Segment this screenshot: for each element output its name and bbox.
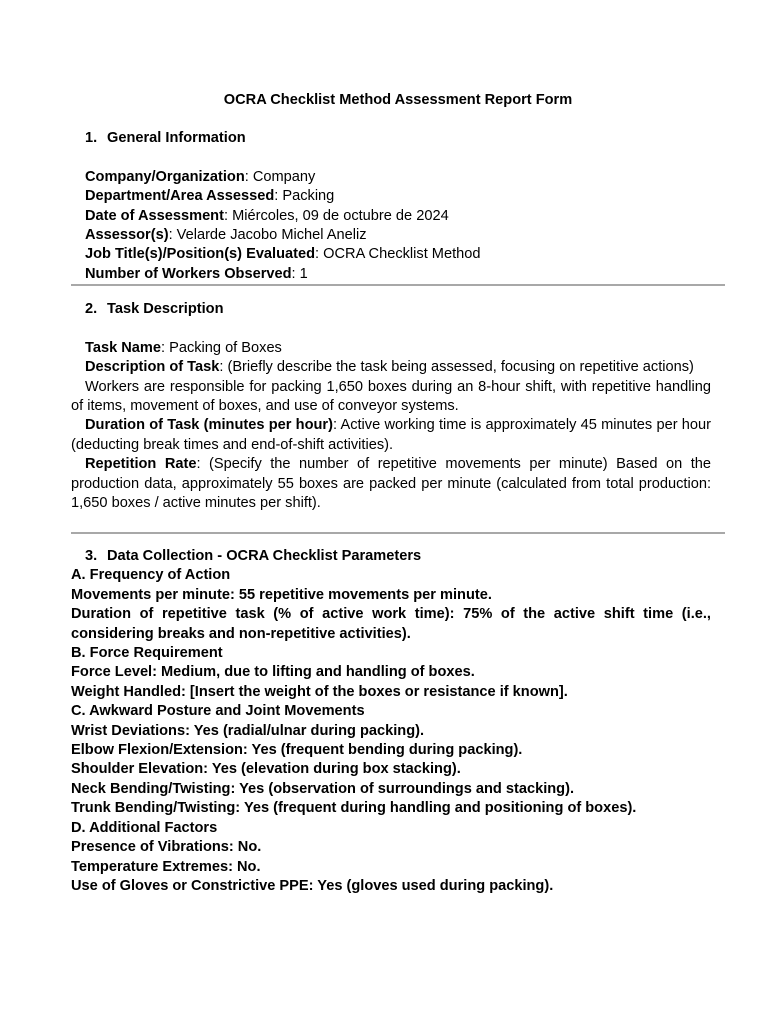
- section-number: 1.: [85, 130, 98, 146]
- parameter-line: Movements per minute: 55 repetitive movements per minute.: [71, 586, 492, 603]
- field-workers: [85, 265, 725, 284]
- field-date: [85, 207, 725, 226]
- field-label: Number of Workers Observed: [85, 265, 292, 282]
- field-label: Task Name: [85, 339, 161, 356]
- parameter-line: Elbow Flexion/Extension: Yes (frequent bending during packing).: [71, 742, 523, 759]
- section-data-collection: [71, 547, 711, 896]
- section-heading: [85, 129, 725, 148]
- field-value: : 1: [291, 265, 308, 282]
- section-task-description: [71, 300, 711, 513]
- document-title: OCRA Checklist Method Assessment Report Form: [223, 92, 573, 108]
- parameter-line: Use of Gloves or Constrictive PPE: Yes (gloves used during packing).: [71, 877, 554, 894]
- field-label: Repetition Rate: [85, 456, 197, 473]
- parameter-line: Trunk Bending/Twisting: Yes (frequent during handling and positioning of boxes).: [71, 800, 637, 817]
- task-duration: [71, 416, 711, 455]
- section-general-information: [85, 129, 725, 284]
- field-label: Date of Assessment: [85, 207, 224, 224]
- parameter-line: Shoulder Elevation: Yes (elevation during box stacking).: [71, 761, 461, 778]
- section-title: General Information: [107, 130, 246, 146]
- parameter-subheading: A. Frequency of Action: [71, 567, 231, 584]
- field-label: Company/Organization: [85, 168, 245, 185]
- parameter-line: Temperature Extremes: No.: [71, 858, 261, 875]
- parameter-line: Duration of repetitive task (% of active work time): 75% of the active shift time (i.e., considering breaks and non-repetitive activities).: [71, 606, 711, 642]
- field-value: : Active working time is approximately 45 minutes per hour (deducting break times and end-of-shift activities).: [71, 417, 712, 453]
- parameter-line: Wrist Deviations: Yes (radial/ulnar during packing).: [71, 722, 425, 739]
- parameter-line: Presence of Vibrations: No.: [71, 839, 262, 856]
- field-value: : (Specify the number of repetitive movements per minute) Based on the production data, approximately 55 boxes are packed per minute (calculated from total production: 1,650 boxes / active minutes per shift).: [71, 456, 711, 512]
- field-value: : Packing: [274, 188, 335, 205]
- section-divider: [71, 284, 725, 286]
- field-value: : Miércoles, 09 de octubre de 2024: [223, 207, 449, 224]
- task-description: [71, 358, 711, 377]
- task-name: [71, 339, 711, 358]
- field-label: Job Title(s)/Position(s) Evaluated: [85, 246, 316, 263]
- section-number: 2.: [85, 301, 98, 317]
- field-label: Assessor(s): [85, 227, 169, 244]
- parameter-subheading: B. Force Requirement: [71, 645, 223, 662]
- section-heading: [71, 547, 711, 566]
- parameter-list: [71, 566, 711, 896]
- section-heading: [71, 300, 711, 319]
- parameter-subheading: D. Additional Factors: [71, 819, 218, 836]
- parameter-line: Neck Bending/Twisting: Yes (observation of surroundings and stacking).: [71, 780, 575, 797]
- parameter-line: Force Level: Medium, due to lifting and handling of boxes.: [71, 664, 475, 681]
- section-divider: [71, 532, 725, 534]
- field-job-title: [85, 245, 725, 264]
- field-value: : OCRA Checklist Method: [315, 246, 481, 263]
- section-title: Data Collection - OCRA Checklist Parameters: [107, 548, 422, 564]
- field-value: : Company: [244, 168, 316, 185]
- field-label: Department/Area Assessed: [85, 188, 275, 205]
- field-value: : Packing of Boxes: [160, 339, 282, 356]
- field-value: : (Briefly describe the task being assessed, focusing on repetitive actions): [219, 359, 694, 376]
- section-number: 3.: [85, 548, 98, 564]
- task-description-text: Workers are responsible for packing 1,650 boxes during an 8-hour shift, with repetitive handling of items, movement of boxes, and use of conveyor systems.: [71, 378, 711, 415]
- field-label: Description of Task: [85, 359, 220, 376]
- section-title: Task Description: [107, 301, 224, 317]
- field-company: [85, 168, 725, 187]
- field-department: [85, 187, 725, 206]
- parameter-subheading: C. Awkward Posture and Joint Movements: [71, 703, 365, 720]
- repetition-rate: [71, 455, 711, 513]
- parameter-line: Weight Handled: [Insert the weight of the boxes or resistance if known].: [71, 683, 568, 700]
- field-label: Duration of Task (minutes per hour): [85, 417, 333, 434]
- field-value: : Velarde Jacobo Michel Aneliz: [168, 227, 367, 244]
- field-assessor: [85, 226, 725, 245]
